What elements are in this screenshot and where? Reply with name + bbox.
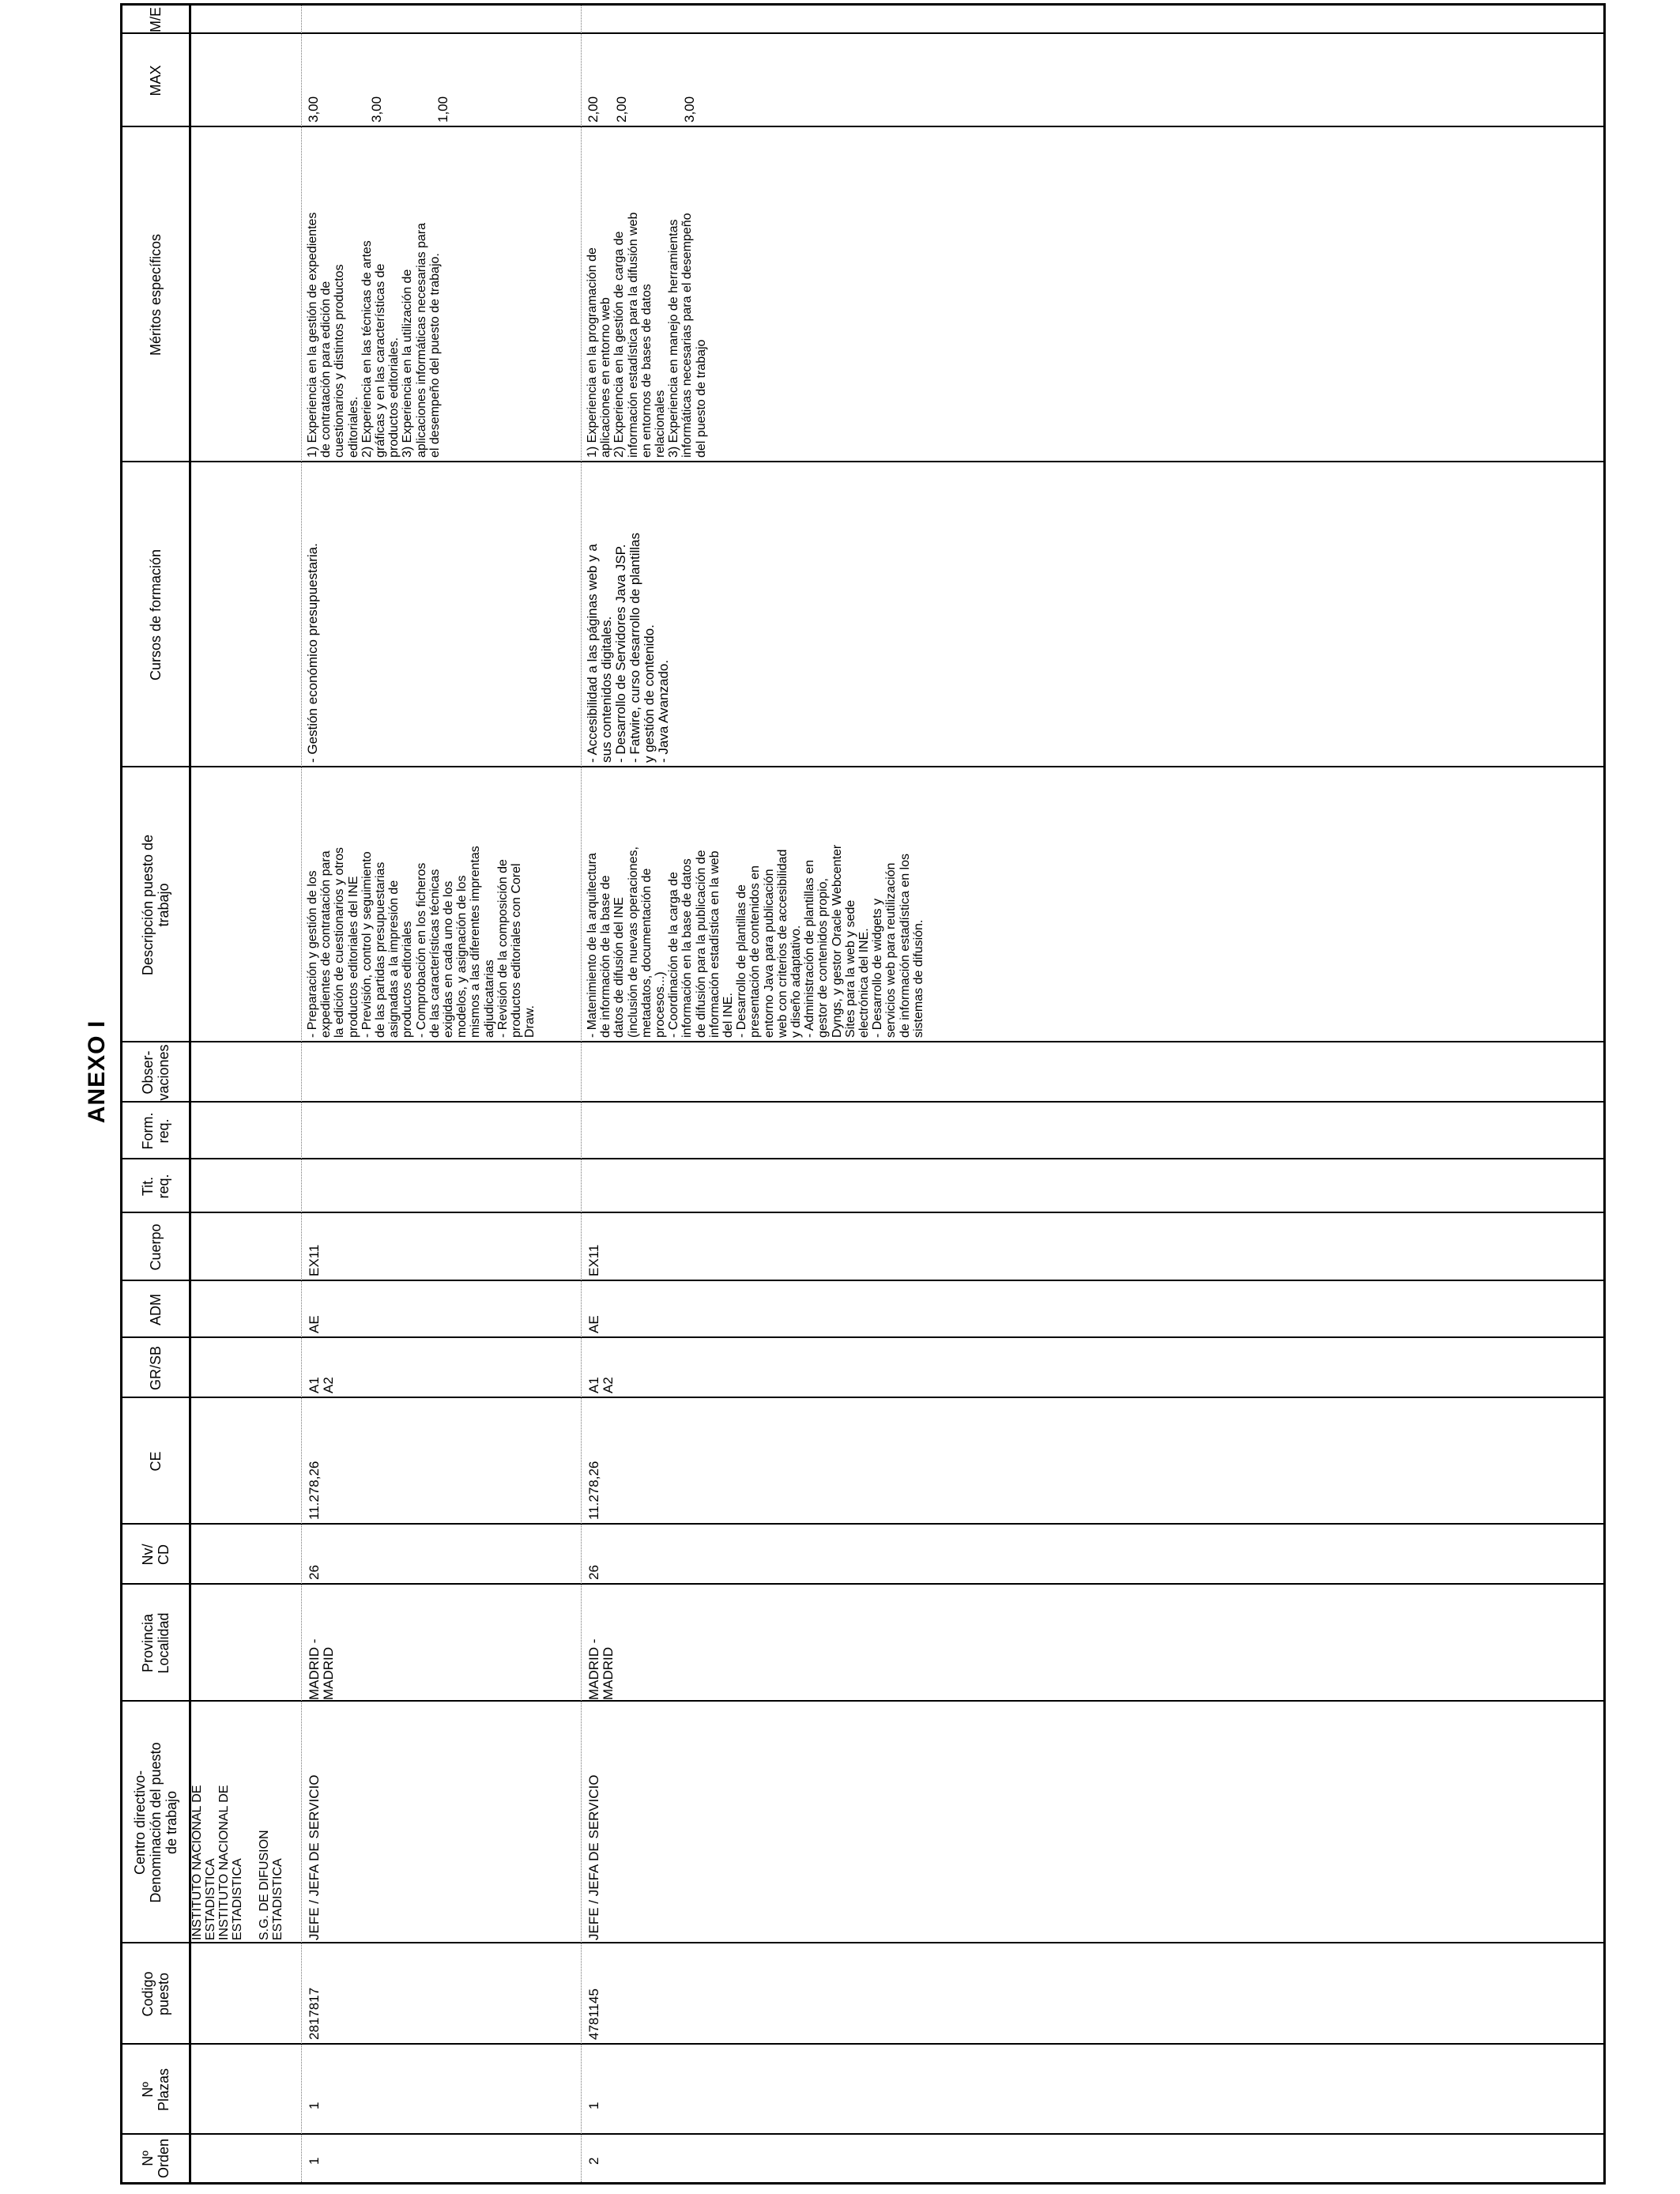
- page-title: ANEXO I: [84, 1020, 110, 1124]
- cell-provincia: MADRID - MADRID: [586, 1638, 616, 1700]
- header-ce: CE: [148, 1451, 164, 1472]
- cell-cursos: - Gestión económico presupuestaria.: [305, 543, 320, 763]
- cell-cursos: - Accesibilidad a las páginas web y a sus contenidos digitales. - Desarrollo de Servidores Java JSP. - Fatwire, curso desarrollo de plantillas y gestión de contenido. - Java Avanzado.: [585, 532, 671, 763]
- cell-puesto: JEFE / JEFA DE SERVICIO: [307, 1774, 322, 1940]
- cell-cuerpo: EX11: [586, 1244, 601, 1276]
- header-nivel: Nv/ CD: [140, 1544, 171, 1566]
- cell-plazas: 1: [307, 2102, 322, 2109]
- cell-codigo: 4781145: [586, 1989, 601, 2040]
- cell-ce: 11.278,26: [586, 1461, 601, 1520]
- centro-directivo-band: [189, 6, 302, 2182]
- cell-max-2: 2,00: [614, 96, 629, 123]
- table-row: [301, 6, 581, 2182]
- cell-grupo: A1 A2: [307, 1377, 336, 1393]
- cell-cuerpo: EX11: [307, 1244, 322, 1276]
- header-orden: Nº Orden: [140, 2138, 171, 2179]
- cell-max-1: 2,00: [586, 96, 601, 123]
- cell-max-1: 3,00: [306, 96, 321, 123]
- cell-meritos: 1) Experiencia en la programación de aplicaciones en entorno web 2) Experiencia en la gestión de carga de información estadística para la difusión web en entornos de bases de datos relacionales 3) Experiencia en manejo de herramientas informáticas necesarias para el desempeño del puesto de trabajo: [586, 212, 708, 458]
- header-me: M/E: [148, 7, 164, 33]
- cell-max-3: 3,00: [682, 96, 697, 123]
- cell-orden: 2: [586, 2157, 601, 2165]
- table-row: [581, 6, 1023, 2182]
- cell-ce: 11.278,26: [307, 1461, 322, 1520]
- cell-plazas: 1: [586, 2102, 601, 2109]
- cell-adm: AE: [307, 1315, 322, 1333]
- cell-puesto: JEFE / JEFA DE SERVICIO: [586, 1774, 601, 1940]
- header-formacion: Form. req.: [140, 1112, 171, 1150]
- cell-codigo: 2817817: [307, 1987, 322, 2040]
- centro-directivo-text: INSTITUTO NACIONAL DE ESTADISTICA INSTITUTO NACIONAL DE ESTADISTICA S.G. DE DIFUSION ESTADISTICA: [190, 1785, 284, 1940]
- cell-nivel: 26: [586, 1565, 601, 1580]
- header-provincia: Provincia Localidad: [140, 1612, 171, 1674]
- header-codigo: Codigo puesto: [140, 1971, 171, 2017]
- cell-descripcion: - Preparación y gestión de los expedientes de contratación para la edición de cuestionarios y otros productos editoriales del INE - Previsión, control y seguimiento de las partidas presupuestarias asignadas a la impresión de productos editoriales - Comprobación en los ficheros de las características técnicas exigidas en cada uno de los modelos, y asignación de los mismos a las diferentes imprentas adjudicatarias - Revisión de la composición de productos editoriales con Corel Draw.: [306, 846, 537, 1038]
- header-adm: ADM: [148, 1294, 164, 1325]
- cell-max-3: 1,00: [435, 96, 450, 123]
- cell-max-2: 3,00: [369, 96, 384, 123]
- header-meritos: Méritos específicos: [148, 233, 164, 356]
- positions-table: [120, 3, 1606, 2185]
- header-cuerpo: Cuerpo: [148, 1223, 164, 1271]
- header-centro: Centro directivo- Denominación del puesto de trabajo: [132, 1742, 179, 1903]
- cell-descripcion: - Matenimiento de la arquitectura de información de la base de datos de difusión del INE (inclusión de nuevas operaciones, metadatos, documentación de procesos...) - Coordinación de la carga de información en la base de datos de difusión para la publicación de información estadística en la web del INE. - Desarrollo de plantillas de presentación de contenidos en entorno Java para publicación web con criterios de accesibilidad y diseño adaptativo. - Administración de plantillas en gestor de contenidos propio, Dyngs, y gestor Oracle Webcenter Sites para la web y sede electrónica del INE. - Desarrollo de widgets y servicios web para reutilización de información estadística en los sistemas de difusión.: [586, 844, 925, 1038]
- cell-provincia: MADRID - MADRID: [307, 1638, 336, 1700]
- header-observaciones: Obser- vaciones: [140, 1044, 171, 1101]
- header-titulacion: Tit. req.: [140, 1174, 171, 1199]
- table-header: [122, 6, 191, 2182]
- header-descripcion: Descripción puesto de trabajo: [140, 834, 171, 976]
- cell-meritos: 1) Experiencia en la gestión de expedientes de contratación para edición de cuestionarios y distintos productos editoriales. 2) Experiencia en las técnicas de artes gráficas y en las características de productos editoriales. 3) Experiencia en la utilización de aplicaciones informáticas necesarias para el desempeño del puesto de trabajo.: [306, 212, 442, 458]
- header-grupo: GR/SB: [148, 1346, 164, 1391]
- header-max: MAX: [148, 65, 164, 96]
- header-plazas: Nº Plazas: [140, 2068, 171, 2112]
- cell-nivel: 26: [307, 1565, 322, 1580]
- cell-grupo: A1 A2: [586, 1377, 616, 1393]
- cell-orden: 1: [307, 2157, 322, 2165]
- cell-adm: AE: [586, 1315, 601, 1333]
- header-cursos: Cursos de formación: [148, 548, 164, 681]
